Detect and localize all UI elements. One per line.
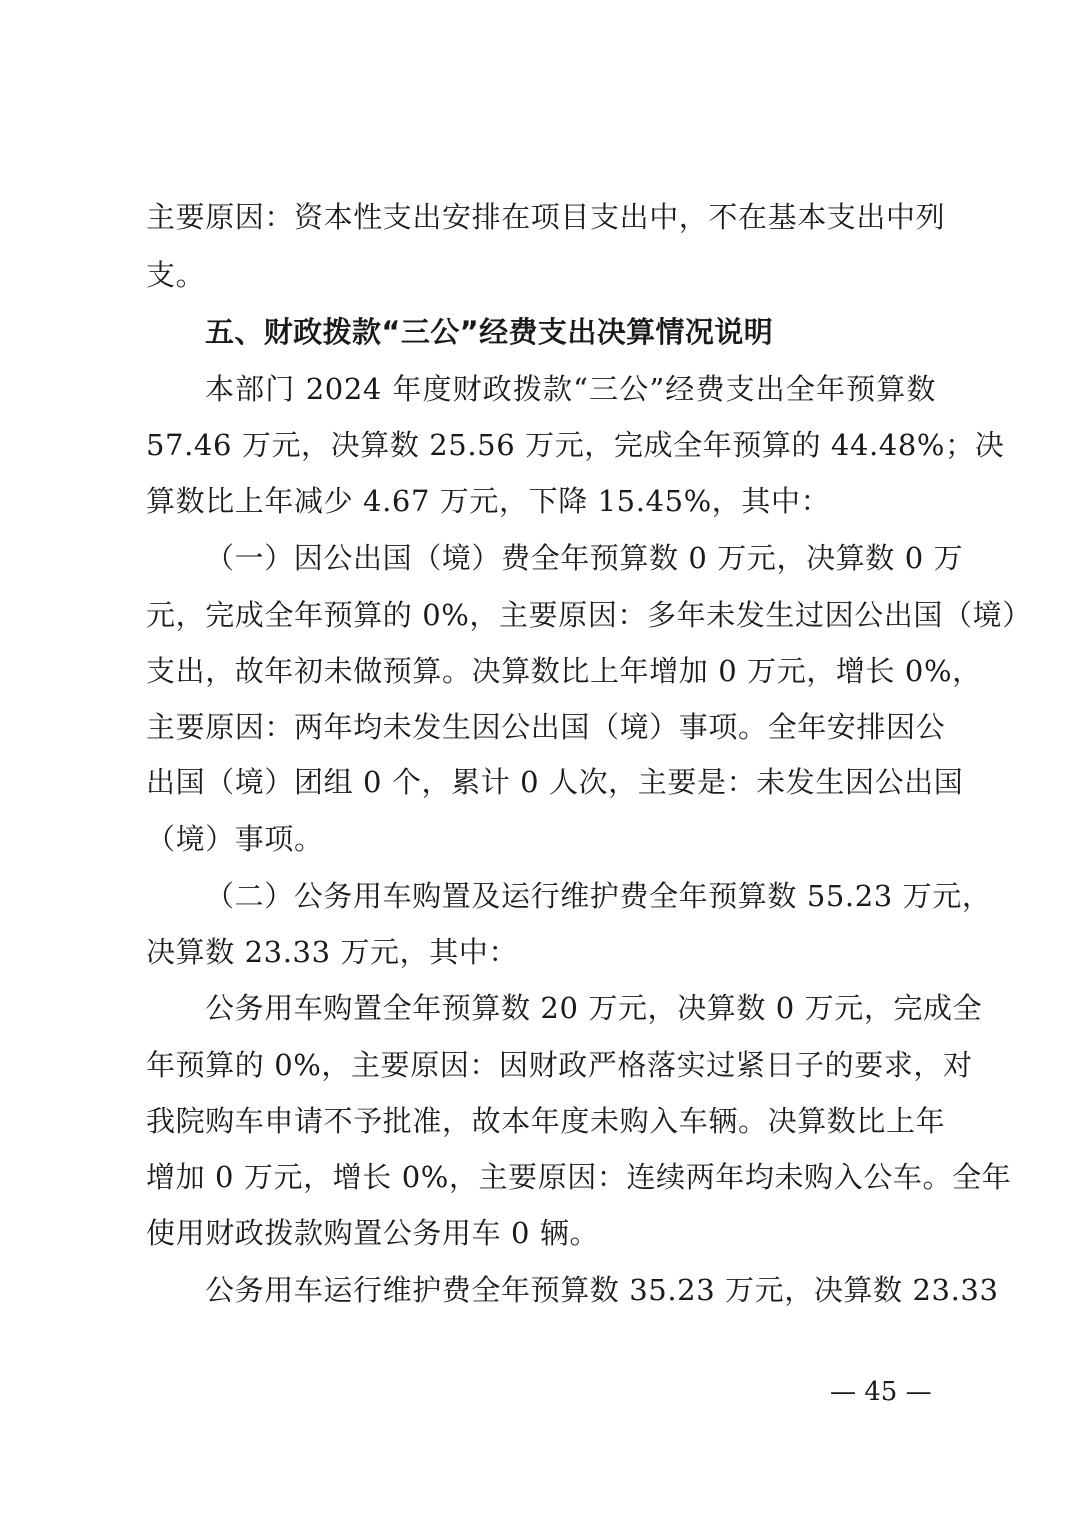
paragraph-line: （一）因公出国（境）费全年预算数 0 万元，决算数 0 万 [205, 541, 964, 575]
paragraph-line: 公务用车运行维护费全年预算数 35.23 万元，决算数 23.33 [205, 1273, 999, 1307]
paragraph-line: 算数比上年减少 4.67 万元，下降 15.45%，其中： [146, 484, 831, 518]
paragraph-line: （境）事项。 [146, 822, 324, 856]
section-heading: 五、财政拨款“三公”经费支出决算情况说明 [205, 315, 774, 349]
paragraph-line: 主要原因：两年均未发生因公出国（境）事项。全年安排因公 [146, 710, 946, 744]
paragraph-line: 年预算的 0%，主要原因：因财政严格落实过紧日子的要求，对 [146, 1048, 973, 1082]
paragraph-line: 增加 0 万元，增长 0%，主要原因：连续两年均未购入公车。全年 [146, 1160, 1012, 1194]
paragraph-line: 出国（境）团组 0 个，累计 0 人次，主要是：未发生因公出国 [146, 765, 964, 799]
paragraph-line: 使用财政拨款购置公务用车 0 辆。 [146, 1216, 600, 1250]
paragraph-line: 支出，故年初未做预算。决算数比上年增加 0 万元，增长 0%， [146, 654, 982, 688]
paragraph-line: 主要原因：资本性支出安排在项目支出中，不在基本支出中列 [146, 200, 946, 234]
paragraph-line: 57.46 万元，决算数 25.56 万元，完成全年预算的 44.48%；决 [146, 428, 1005, 462]
paragraph-line: 公务用车购置全年预算数 20 万元，决算数 0 万元，完成全 [205, 991, 983, 1025]
page-number: — 45 — [830, 1377, 932, 1407]
paragraph-line: 元，完成全年预算的 0%，主要原因：多年未发生过因公出国（境） [146, 598, 1032, 632]
paragraph-line: 支。 [146, 258, 206, 292]
paragraph-line: 本部门 2024 年度财政拨款“三公”经费支出全年预算数 [205, 372, 936, 406]
paragraph-line: 我院购车申请不予批准，故本年度未购入车辆。决算数比上年 [146, 1104, 946, 1138]
paragraph-line: 决算数 23.33 万元，其中： [146, 935, 519, 969]
paragraph-line: （二）公务用车购置及运行维护费全年预算数 55.23 万元， [205, 879, 992, 913]
